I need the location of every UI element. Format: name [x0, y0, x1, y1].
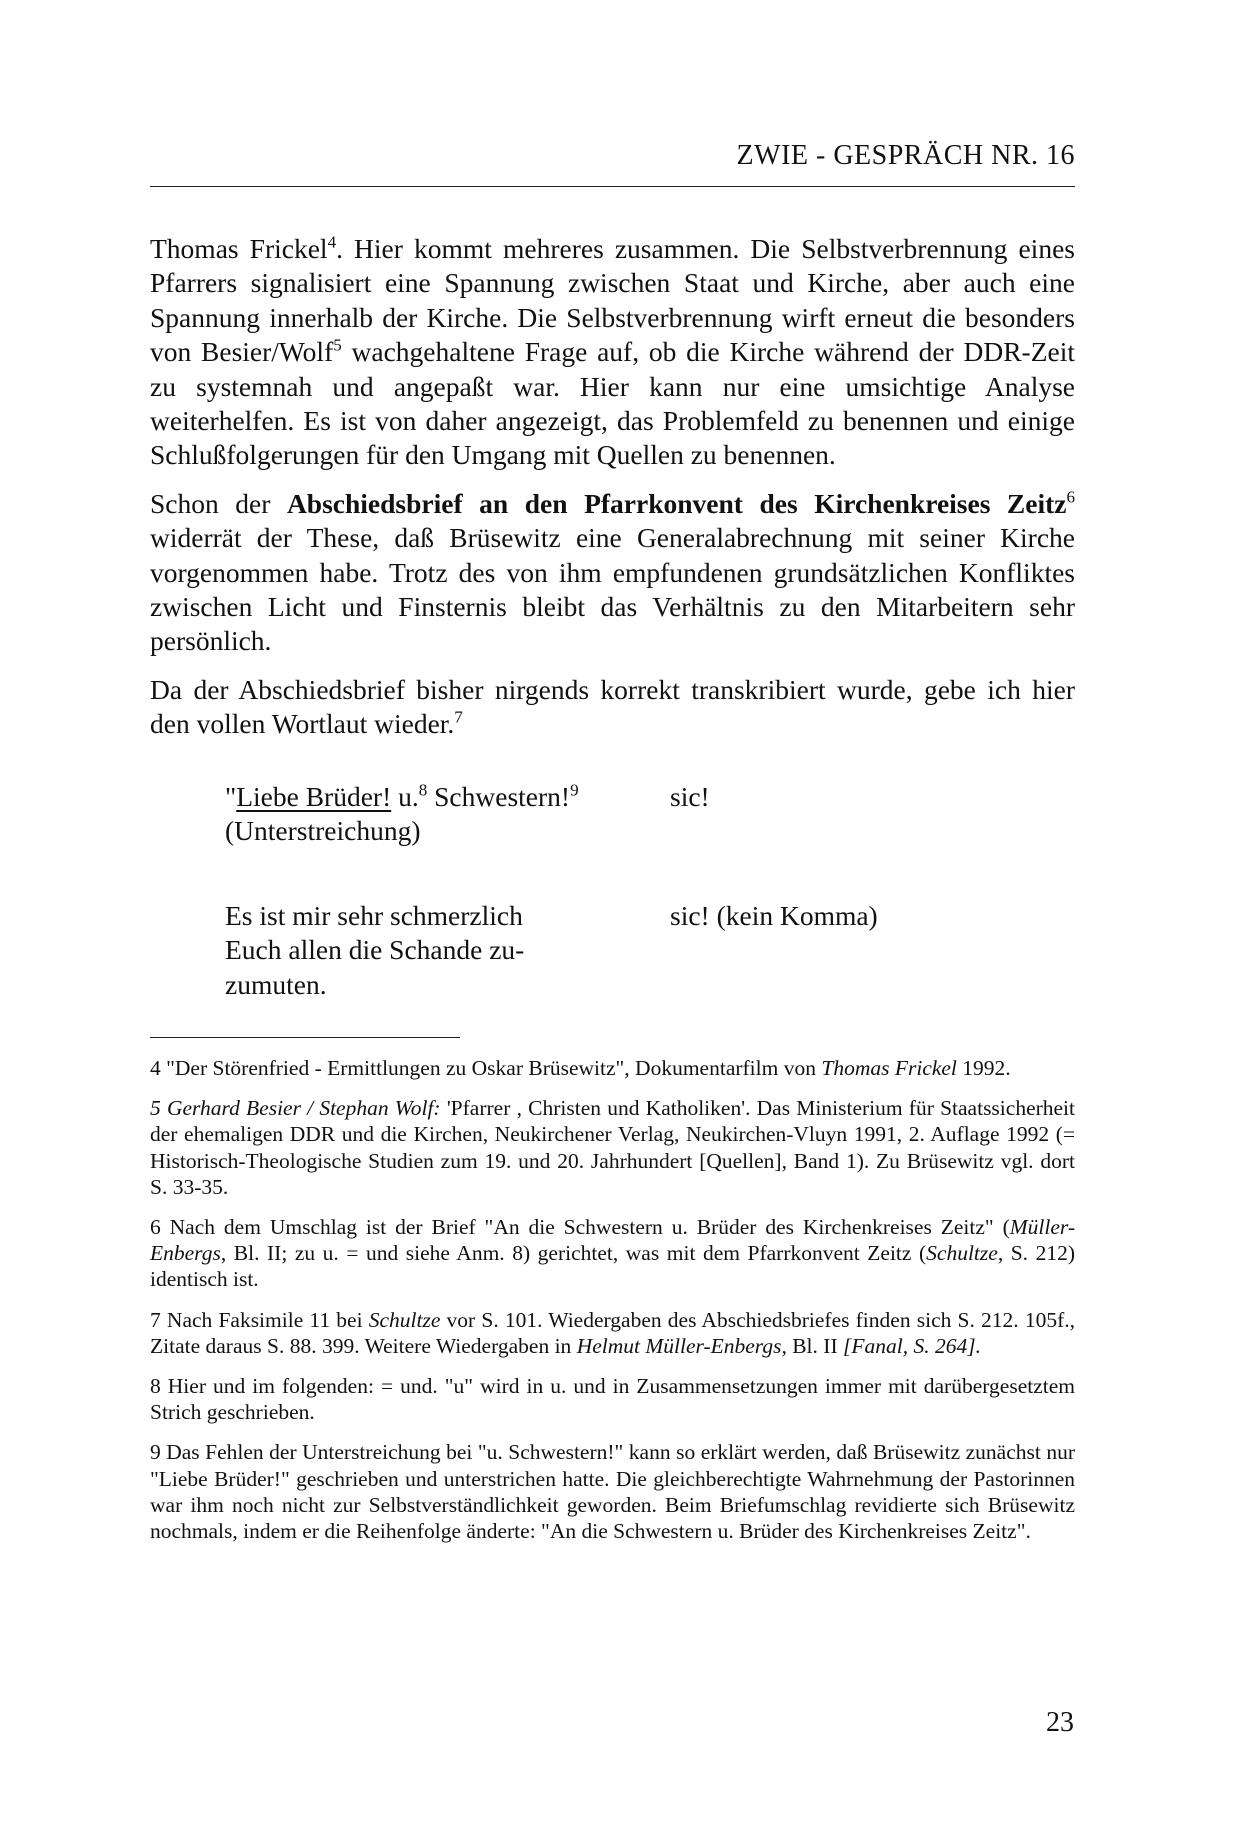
fn4-text-b: 1992.: [956, 1056, 1011, 1080]
fn5-text-b: 'Pfarrer , Christen und Katholiken'. Das Ministerium für Staatssicherheit der ehemaligen DDR und die Kirchen, Neukirchener Verlag, Neukirchen-Vluyn 1991, 2. Auflage 1992 (= Historisch-Theologische Studien zum 19. und 20. Jahrhundert [Quellen], Band 1). Zu Brüsewitz vgl. dort S. 33-35.: [150, 1096, 1076, 1199]
quote-row-1: [225, 780, 1005, 814]
footnote-ref-7: 7: [454, 707, 463, 727]
quote-salutation: [225, 780, 670, 814]
quote-open-mark: ": [225, 781, 237, 812]
fn7-italic-1: Schultze: [368, 1307, 441, 1332]
running-head: ZWIE - GESPRÄCH NR. 16: [736, 140, 1075, 171]
fn7-italic-2: Helmut Müller-Enbergs: [576, 1333, 782, 1358]
quote-row-3: [225, 899, 1005, 1002]
quote-end: Schwestern!: [427, 781, 571, 812]
paragraph-2: [150, 487, 1075, 659]
p2-text-a: Schon der: [150, 487, 287, 519]
header-rule: [150, 186, 1075, 187]
quote-row-2: [225, 814, 1005, 848]
footnote-rule: [150, 1037, 460, 1038]
footnote-ref-4: 4: [327, 232, 337, 252]
fn6-italic-2: Schultze: [926, 1241, 998, 1266]
letter-quote: [225, 780, 1005, 1002]
p1-text-b: . Hier kommt mehreres zusammen. Die Selbstverbrennung eines Pfarrers signalisiert eine Spannung zwischen Staat und Kirche, aber auch eine Spannung innerhalb der Kirche. Die Selbstverbrennung wirft erneut die besonders von Besier/Wolf: [150, 233, 1075, 368]
quote-note-1: sic!: [670, 781, 710, 812]
footnote-8: 8 Hier und im folgenden: = und. "u" wird in u. und in Zusammensetzungen immer mit darübergesetztem Strich geschrieben.: [150, 1374, 1075, 1425]
fn6-text-b: , Bl. II; zu u. = und siehe Anm. 8) gerichtet, was mit dem Pfarrkonvent Zeitz (: [220, 1241, 927, 1266]
footnotes: [150, 1055, 1075, 1558]
footnote-ref-9: 9: [570, 780, 579, 800]
fn7-italic-3: [Fanal, S. 264].: [842, 1333, 981, 1358]
p2-text-b: widerrät der These, daß Brüsewitz eine Generalabrechnung mit seiner Kirche vorgenommen habe. Trotz des von ihm empfundenen grundsätzlichen Konfliktes zwischen Licht und Finsternis bleibt das Verhältnis zu den Mitarbeitern sehr persönlich.: [150, 522, 1075, 657]
footnote-4: [150, 1055, 1075, 1081]
footnote-7: [150, 1307, 1075, 1359]
fn7-text-c: , Bl. II: [781, 1333, 843, 1358]
paragraph-1: [150, 232, 1075, 473]
quote-mid: u.: [391, 781, 419, 812]
fn5-italic: 5 Gerhard Besier / Stephan Wolf:: [150, 1096, 441, 1121]
p1-text-a: Thomas Frickel: [150, 233, 328, 264]
quote-body: [225, 899, 670, 1002]
quote-line-2: Euch allen die Schande zu-: [225, 934, 525, 966]
quote-annotation: (Unterstreichung): [225, 815, 421, 847]
fn6-text-c: , S. 212) identisch ist.: [150, 1241, 1076, 1292]
fn7-text-a: 7 Nach Faksimile 11 bei: [150, 1307, 369, 1332]
quote-note-2: sic! (kein Komma): [670, 899, 878, 931]
quote-line-1: Es ist mir sehr schmerzlich: [225, 899, 523, 931]
footnote-6: [150, 1214, 1075, 1293]
page-number: 23: [1046, 1707, 1074, 1738]
p3-text-a: Da der Abschiedsbrief bisher nirgends korrekt transkribiert wurde, gebe ich hier den vollen Wortlaut wieder.: [150, 673, 1075, 740]
quote-gap: [225, 849, 1005, 899]
fn4-italic: Thomas Frickel: [821, 1056, 957, 1080]
p2-bold-title: Abschiedsbrief an den Pfarrkonvent des Kirchenkreises Zeitz: [286, 487, 1067, 519]
body-text: [150, 232, 1075, 756]
footnote-5: [150, 1095, 1075, 1200]
fn4-text-a: 4 "Der Störenfried - Ermittlungen zu Oskar Brüsewitz", Dokumentarfilm von: [150, 1056, 822, 1080]
quote-underlined: Liebe Brüder!: [236, 781, 392, 812]
footnote-ref-8: 8: [418, 780, 428, 800]
p1-text-c: wachgehaltene Frage auf, ob die Kirche während der DDR-Zeit zu systemnah und angepaßt war. Hier kann nur eine umsichtige Analyse weiterhelfen. Es ist von daher angezeigt, das Problemfeld zu benennen und einige Schlußfolgerungen für den Umgang mit Quellen zu benennen.: [150, 336, 1075, 471]
fn6-text-a: 6 Nach dem Umschlag ist der Brief "An die Schwestern u. Brüder des Kirchenkreises Zeitz" (: [150, 1215, 1010, 1240]
quote-line-3: zumuten.: [225, 968, 327, 1000]
paragraph-3: [150, 673, 1075, 742]
footnote-ref-6: 6: [1066, 487, 1075, 507]
footnote-9: 9 Das Fehlen der Unterstreichung bei "u. Schwestern!" kann so erklärt werden, daß Brüsewitz zunächst nur "Liebe Brüder!" geschrieben und unterstrichen hatte. Die gleichberechtigte Wahrnehmung der Pastorinnen war ihm noch nicht zur Selbstverständlichkeit geworden. Beim Briefumschlag revidierte sich Brüsewitz nochmals, indem er die Reihenfolge änderte: "An die Schwestern u. Brüder des Kirchenkreises Zeitz".: [150, 1440, 1075, 1544]
fn7-text-b: vor S. 101. Wiedergaben des Abschiedsbriefes finden sich S. 212. 105f., Zitate daraus S. 88. 399. Weitere Wiedergaben in: [150, 1307, 1075, 1358]
footnote-ref-5: 5: [333, 335, 342, 355]
fn6-italic-1: Müller-Enbergs: [150, 1215, 1075, 1266]
